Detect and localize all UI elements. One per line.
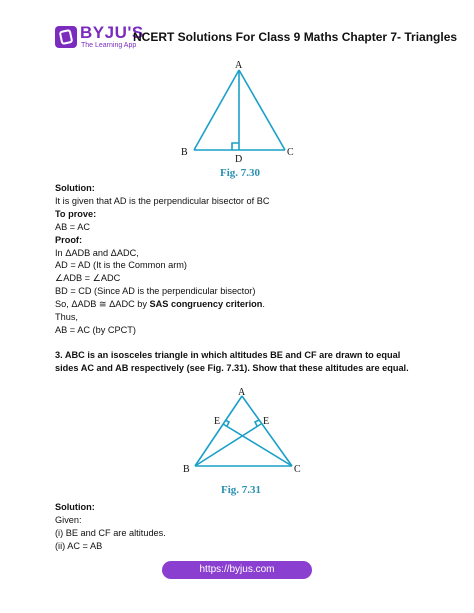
congruency-suffix: .: [262, 299, 265, 310]
label-e: E: [263, 416, 270, 427]
solution-heading: Solution:: [55, 502, 95, 512]
solution-intro: It is given that AD is the perpendicular bisector of BC: [55, 195, 270, 206]
figure-caption-7-31: Fig. 7.31: [221, 484, 262, 496]
congruency-criterion: SAS congruency criterion: [149, 299, 263, 310]
label-a: A: [238, 387, 246, 398]
conclusion-line: AB = AC (by CPCT): [55, 324, 136, 335]
given-heading: Given:: [55, 514, 82, 525]
proof-congruency-line: [55, 298, 425, 311]
altitude-be: [195, 424, 261, 466]
proof-line: ∠ADB = ∠ADC: [55, 273, 121, 284]
thus-line: Thus,: [55, 312, 78, 323]
figure-7-30: [175, 58, 305, 164]
footer-url-link[interactable]: https://byjus.com: [162, 561, 312, 579]
given-line: (i) BE and CF are altitudes.: [55, 527, 166, 538]
given-line: (ii) AC = AB: [55, 540, 103, 551]
proof-line: AD = AD (It is the Common arm): [55, 260, 187, 271]
congruency-prefix: So, ΔADB ≅ ΔADC by: [55, 299, 150, 310]
proof-heading: Proof:: [55, 234, 83, 245]
solution-block-1: [55, 182, 425, 337]
figure-caption-7-30: Fig. 7.30: [220, 167, 261, 179]
solution-block-3: [55, 501, 425, 553]
byjus-logo-icon: [55, 26, 77, 48]
side-ac: [239, 70, 285, 150]
logo-tagline: The Learning App: [81, 42, 137, 49]
side-ab: [194, 70, 239, 150]
label-b: B: [181, 147, 188, 158]
label-b: B: [183, 464, 190, 475]
label-a: A: [235, 60, 243, 71]
page-title: NCERT Solutions For Class 9 Maths Chapter 7- Triangles: [133, 30, 458, 44]
figure-7-31: [178, 386, 310, 476]
page-header: [55, 23, 458, 54]
proof-line: BD = CD (Since AD is the perpendicular bisector): [55, 286, 256, 297]
label-d: D: [235, 154, 243, 164]
solution-heading: Solution:: [55, 183, 95, 193]
proof-line: In ΔADB and ΔADC,: [55, 247, 139, 258]
right-angle-mark: [232, 143, 239, 150]
label-c: C: [287, 147, 294, 158]
question-3: 3. ABC is an isosceles triangle in which altitudes BE and CF are drawn to equal sides AC and AB respectively (see Fig. 7.31). Show that these altitudes are equal.: [55, 350, 409, 373]
to-prove-statement: AB = AC: [55, 221, 90, 232]
label-f: E: [214, 416, 221, 427]
logo-text: BYJU'S: [80, 23, 144, 42]
label-c: C: [294, 464, 301, 475]
to-prove-heading: To prove:: [55, 208, 97, 219]
altitude-cf: [223, 424, 292, 466]
